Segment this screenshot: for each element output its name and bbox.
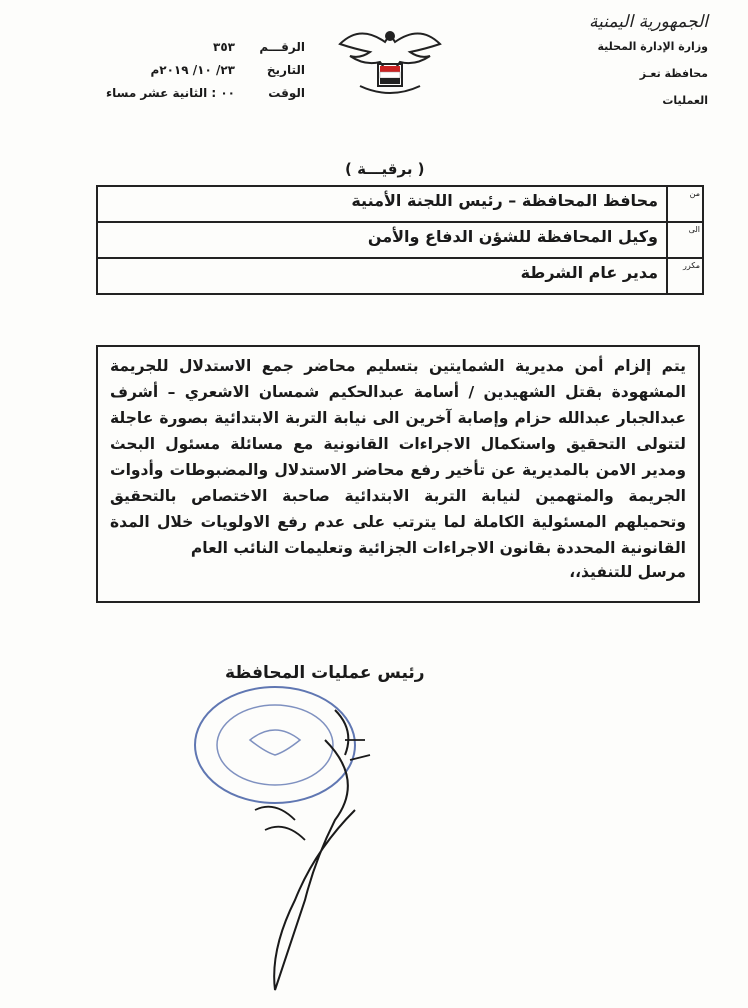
letterhead-right	[488, 12, 708, 107]
addressee-row	[98, 223, 702, 259]
date-label: التاريخ	[266, 63, 305, 77]
letter-meta	[95, 40, 305, 109]
addressee-value: وكيل المحافظة للشؤن الدفاع والأمن	[367, 227, 658, 246]
time-label: الوقت	[268, 86, 305, 100]
republic-name: الجمهورية اليمنية	[588, 12, 708, 32]
department-name: العمليات	[662, 94, 708, 107]
number-row	[95, 40, 305, 54]
body-closing: مرسل للتنفيذ،،	[569, 563, 686, 581]
time-row	[95, 86, 305, 100]
yemen-eagle-emblem-icon	[330, 14, 450, 104]
addressee-row	[98, 187, 702, 223]
time-value: ٠٠ : الثانية عشر مساء	[105, 86, 235, 100]
addressee-row	[98, 259, 702, 293]
telegram-body	[96, 345, 700, 603]
date-row	[95, 63, 305, 77]
addressee-value: محافظ المحافظة – رئيس اللجنة الأمنية	[351, 191, 658, 210]
addressee-tag: من	[666, 187, 702, 221]
date-value: ٢٣/ ١٠/ ٢٠١٩م	[150, 63, 235, 77]
body-text: يتم إلزام أمن مديرية الشمايتين بتسليم محاضر جمع الاستدلال للجريمة المشهودة بقتل الشهيدين / أسامة عبدالحكيم شمسان الاشعري – أشرف عبدالجبار عبدالله حزام وإصابة آخرين الى نيابة التربة الابتدائية بصورة عاجلة لتتولى التحقيق واستكمال الاجراءات القانونية مع مسائلة مسئول البحث ومدير الامن بالمديرية عن تأخير رفع محاضر الاستدلال والمضبوطات وأدوات الجريمة والمتهمين لنيابة التربة الابتدائية صاحبة الاختصاص بالتحقيق وتحميلهم المسئولية الكاملة لما يترتب على عدم رفع الاولويات خلال المدة القانونية المحددة بقانون الاجراءات الجزائية وتعليمات النائب العام	[110, 357, 686, 557]
addressee-tag: مكرر	[666, 259, 702, 293]
telegram-subject: ( برقيـــة )	[345, 160, 425, 178]
addressee-tag: الى	[666, 223, 702, 257]
governorate-name: محافظة تعـز	[639, 67, 708, 80]
addressee-table	[96, 185, 704, 295]
addressee-value: مدير عام الشرطة	[520, 263, 658, 282]
number-value: ٣٥٣	[213, 40, 235, 54]
handwritten-signature-icon	[215, 700, 385, 1000]
signatory-title: رئيس عمليات المحافظة	[225, 663, 425, 683]
ministry-name: وزارة الإدارة المحلية	[597, 40, 708, 53]
number-label: الرقـــم	[259, 40, 305, 54]
